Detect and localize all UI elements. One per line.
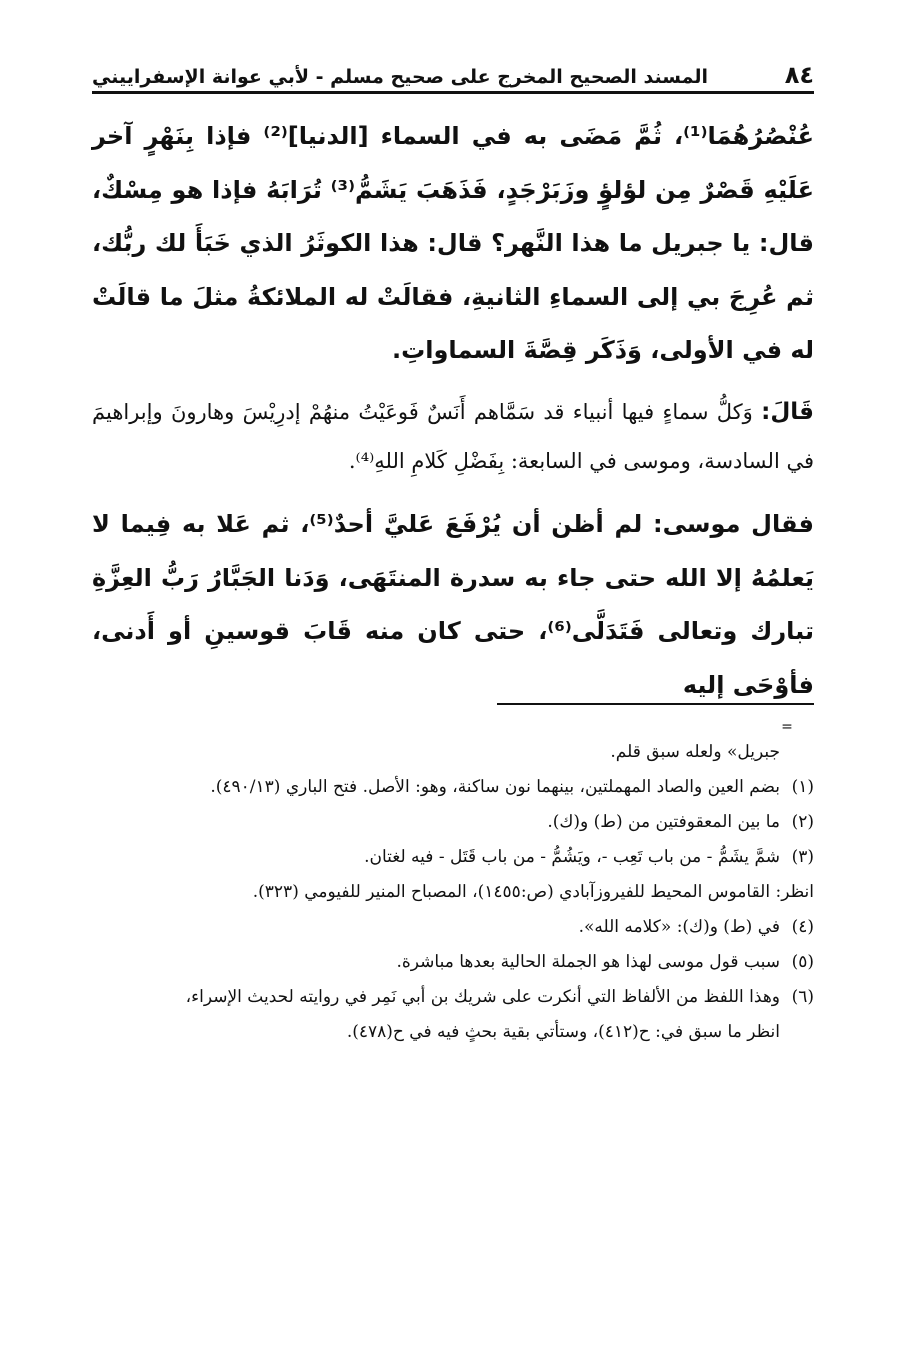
paragraph-3: فقال موسى: لم أظن أن يُرْفَعَ عَليَّ أحدٌ⁽⁵⁾، ثم عَلا به فِيما لا يَعلمُهُ إلا الله حتى جاء به سدرة المنتَهَى، وَدَنا الجَبَّارُ رَبُّ العِزَّةِ تبارك وتعالى فَتَدَلَّى⁽⁶⁾، حتى كان منه قَابَ قوسينِ أو أَدنى، فأوْحَى إليه <box>92 509 815 699</box>
footnote-number: (٥) <box>791 952 814 972</box>
paragraph-2-text: وَكلُّ سماءٍ فيها أنبياء قد سَمَّاهم أَنَسٌ فَوعَيْتُ منهُمْ إدرِيْسَ وهارونَ وإبراهيمَ في السادسة، وموسى في السابعة: بِفَضْلِ كَلامِ اللهِ⁽⁴⁾. <box>92 399 814 473</box>
footnote-3-reference: انظر: القاموس المحيط للفيروزآبادي (ص:١٤٥٥)، المصباح المنير للفيومي (٣٢٣). <box>252 882 814 902</box>
footnote-separator <box>497 703 814 705</box>
paragraph-1: عُنْصُرُهُمَا⁽¹⁾، ثُمَّ مَضَى به في السماء [الدنيا]⁽²⁾ فإذا بِنَهْرٍ آخر عَلَيْهِ قَصْرٌ مِن لؤلؤٍ وزَبَرْجَدٍ، فَذَهَبَ يَشَمُّ⁽³⁾ تُرَابَهُ فإذا هو مِسْكٌ، قال: يا جبريل ما هذا النَّهر؟ قال: هذا الكوثَرُ الذي خَبَأَ لك ربُّك، ثم عُرِجَ بي إلى السماءِ الثانيةِ، فقالَتْ له الملائكةُ مثلَ ما قالَتْ له في الأولى، وَذَكَر قِصَّةَ السماواتِ. <box>92 122 814 365</box>
paragraph-2-lead: قَالَ: <box>761 398 814 425</box>
footnote-text: شمَّ يشَمُّ - من باب تَعِب -، ويَشُمُّ - من باب قَتَل - فيه لغتان. <box>364 847 780 867</box>
page-number: ٨٤ <box>784 61 814 89</box>
footnote-text: في (ط) و(ك): «كلامه الله». <box>578 917 780 937</box>
footnote-text: سبب قول موسى لهذا هو الجملة الحالية بعدها مباشرة. <box>396 952 780 972</box>
footnote-text: بضم العين والصاد المهملتين، بينهما نون ساكنة، وهو: الأصل. فتح الباري (٤٩٠/١٣). <box>210 777 780 797</box>
footnote-4 <box>92 913 814 941</box>
footnotes <box>92 738 814 1053</box>
continuation-mark: = <box>781 719 793 735</box>
page-header <box>92 50 814 94</box>
footnote-number: (٦) <box>791 987 814 1007</box>
footnote-text: ما بين المعقوفتين من (ط) و(ك). <box>547 812 780 832</box>
footnote-number: (١) <box>791 777 814 797</box>
footnote-1 <box>92 773 814 801</box>
running-title: المسند الصحيح المخرج على صحيح مسلم - لأبي عوانة الإسفراييني <box>92 66 708 88</box>
footnote-number: (٣) <box>791 847 814 867</box>
footnote-6-reference: انظر ما سبق في: ح(٤١٢)، وستأتي بقية بحثٍ فيه في ح(٤٧٨). <box>346 1022 780 1042</box>
footnote-continuation: جبريل» ولعله سبق قلم. <box>610 742 780 762</box>
paragraph-2 <box>92 388 814 486</box>
footnote-number: (٢) <box>791 812 814 832</box>
footnote-number: (٤) <box>791 917 814 937</box>
footnote-5 <box>92 948 814 976</box>
footnote-2 <box>92 808 814 836</box>
footnote-3 <box>92 843 814 871</box>
footnote-6 <box>92 983 814 1011</box>
main-text <box>92 110 814 712</box>
footnote-text: وهذا اللفظ من الألفاظ التي أنكرت على شريك بن أبي نَمِر في روايته لحديث الإسراء، <box>185 987 780 1007</box>
